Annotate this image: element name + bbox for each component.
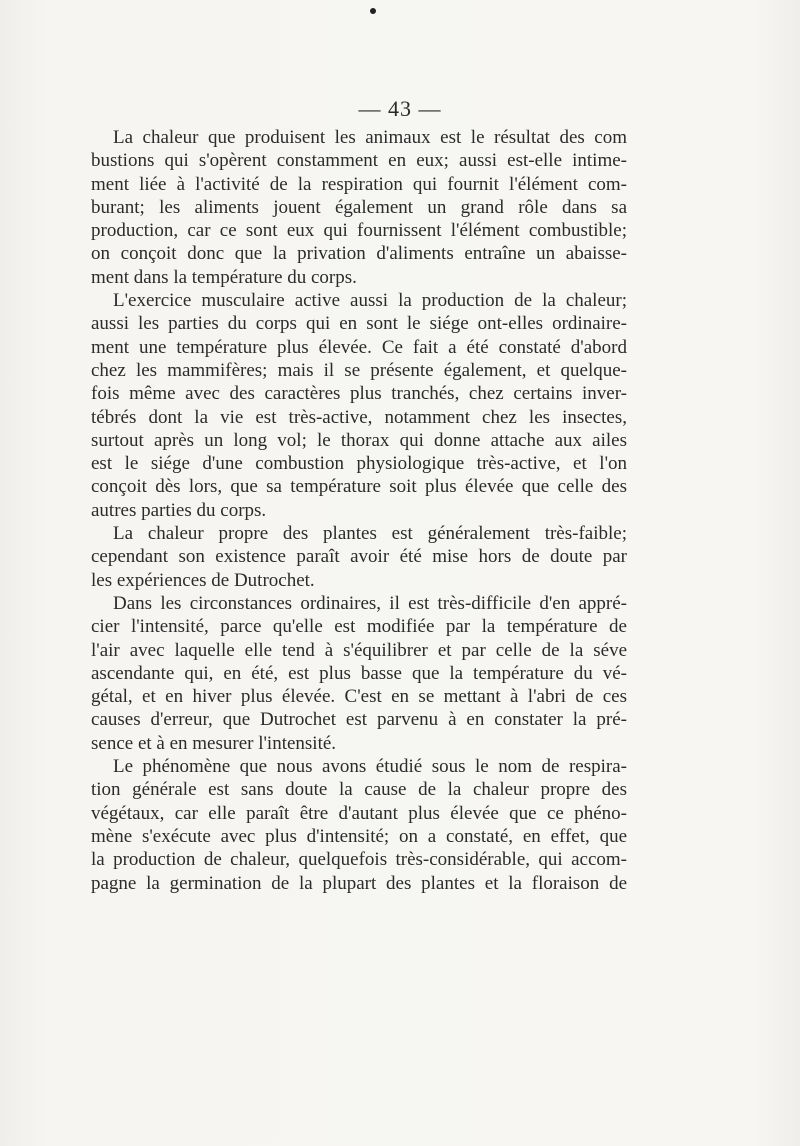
text-line: conçoit dès lors, que sa température soit plus élevée que celle des <box>91 476 627 498</box>
text-line: L'exercice musculaire active aussi la production de la chaleur; <box>113 290 627 312</box>
text-line: ment une température plus élevée. Ce fait a été constaté d'abord <box>91 336 627 358</box>
paragraph <box>91 126 627 289</box>
body-text <box>91 126 627 895</box>
text-line: fois même avec des caractères plus tranchés, chez certains inver- <box>91 383 627 405</box>
text-line: causes d'erreur, que Dutrochet est parvenu à en constater la pré- <box>91 709 627 731</box>
text-line: cier l'intensité, parce qu'elle est modifiée par la température de <box>91 616 627 638</box>
text-line: ascendante qui, en été, est plus basse que la température du vé- <box>91 662 627 684</box>
text-line: tion générale est sans doute la cause de la chaleur propre des <box>91 779 627 801</box>
text-line: surtout après un long vol; le thorax qui donne attache aux ailes <box>91 429 627 451</box>
paragraph <box>91 755 627 895</box>
paragraph <box>91 592 627 755</box>
text-line: végétaux, car elle paraît être d'autant plus élevée que ce phéno- <box>91 802 627 824</box>
page-number: — 43 — <box>358 96 442 121</box>
text-line: production, car ce sont eux qui fournissent l'élément combustible; <box>91 220 627 242</box>
ink-speck <box>370 8 376 14</box>
text-line: ment dans la température du corps. <box>91 266 357 288</box>
text-line: pagne la germination de la plupart des plantes et la floraison de <box>91 872 627 894</box>
text-line: la production de chaleur, quelquefois très-considérable, qui accom- <box>91 849 627 871</box>
text-line: chez les mammifères; mais il se présente également, et quelque- <box>91 359 627 381</box>
text-line: sence et à en mesurer l'intensité. <box>91 732 337 754</box>
text-line: bustions qui s'opèrent constamment en eux; aussi est-elle intime- <box>91 150 627 172</box>
text-line: aussi les parties du corps qui en sont le siége ont-elles ordinaire- <box>91 313 627 335</box>
text-line: Dans les circonstances ordinaires, il est très-difficile d'en appré- <box>113 592 627 614</box>
text-line: Le phénomène que nous avons étudié sous le nom de respira- <box>113 756 627 778</box>
text-line: gétal, et en hiver plus élevée. C'est en se mettant à l'abri de ces <box>91 686 627 708</box>
text-line: burant; les aliments jouent également un grand rôle dans sa <box>91 196 627 218</box>
text-line: les expériences de Dutrochet. <box>91 569 315 591</box>
text-line: cependant son existence paraît avoir été mise hors de doute par <box>91 546 627 568</box>
paragraph <box>91 289 627 522</box>
text-line: l'air avec laquelle elle tend à s'équilibrer et par celle de la séve <box>91 639 627 661</box>
text-line: autres parties du corps. <box>91 499 267 521</box>
text-line: La chaleur propre des plantes est généralement très-faible; <box>113 523 627 545</box>
text-line: mène s'exécute avec plus d'intensité; on a constaté, en effet, que <box>91 825 627 847</box>
text-line: ment liée à l'activité de la respiration qui fournit l'élément com- <box>91 173 627 195</box>
text-line: tébrés dont la vie est très-active, notamment chez les insectes, <box>91 406 627 428</box>
text-line: on conçoit donc que la privation d'aliments entraîne un abaisse- <box>91 243 627 265</box>
text-line: est le siége d'une combustion physiologique très-active, et l'on <box>91 453 627 475</box>
text-line: La chaleur que produisent les animaux est le résultat des com <box>113 127 627 148</box>
paragraph <box>91 522 627 592</box>
